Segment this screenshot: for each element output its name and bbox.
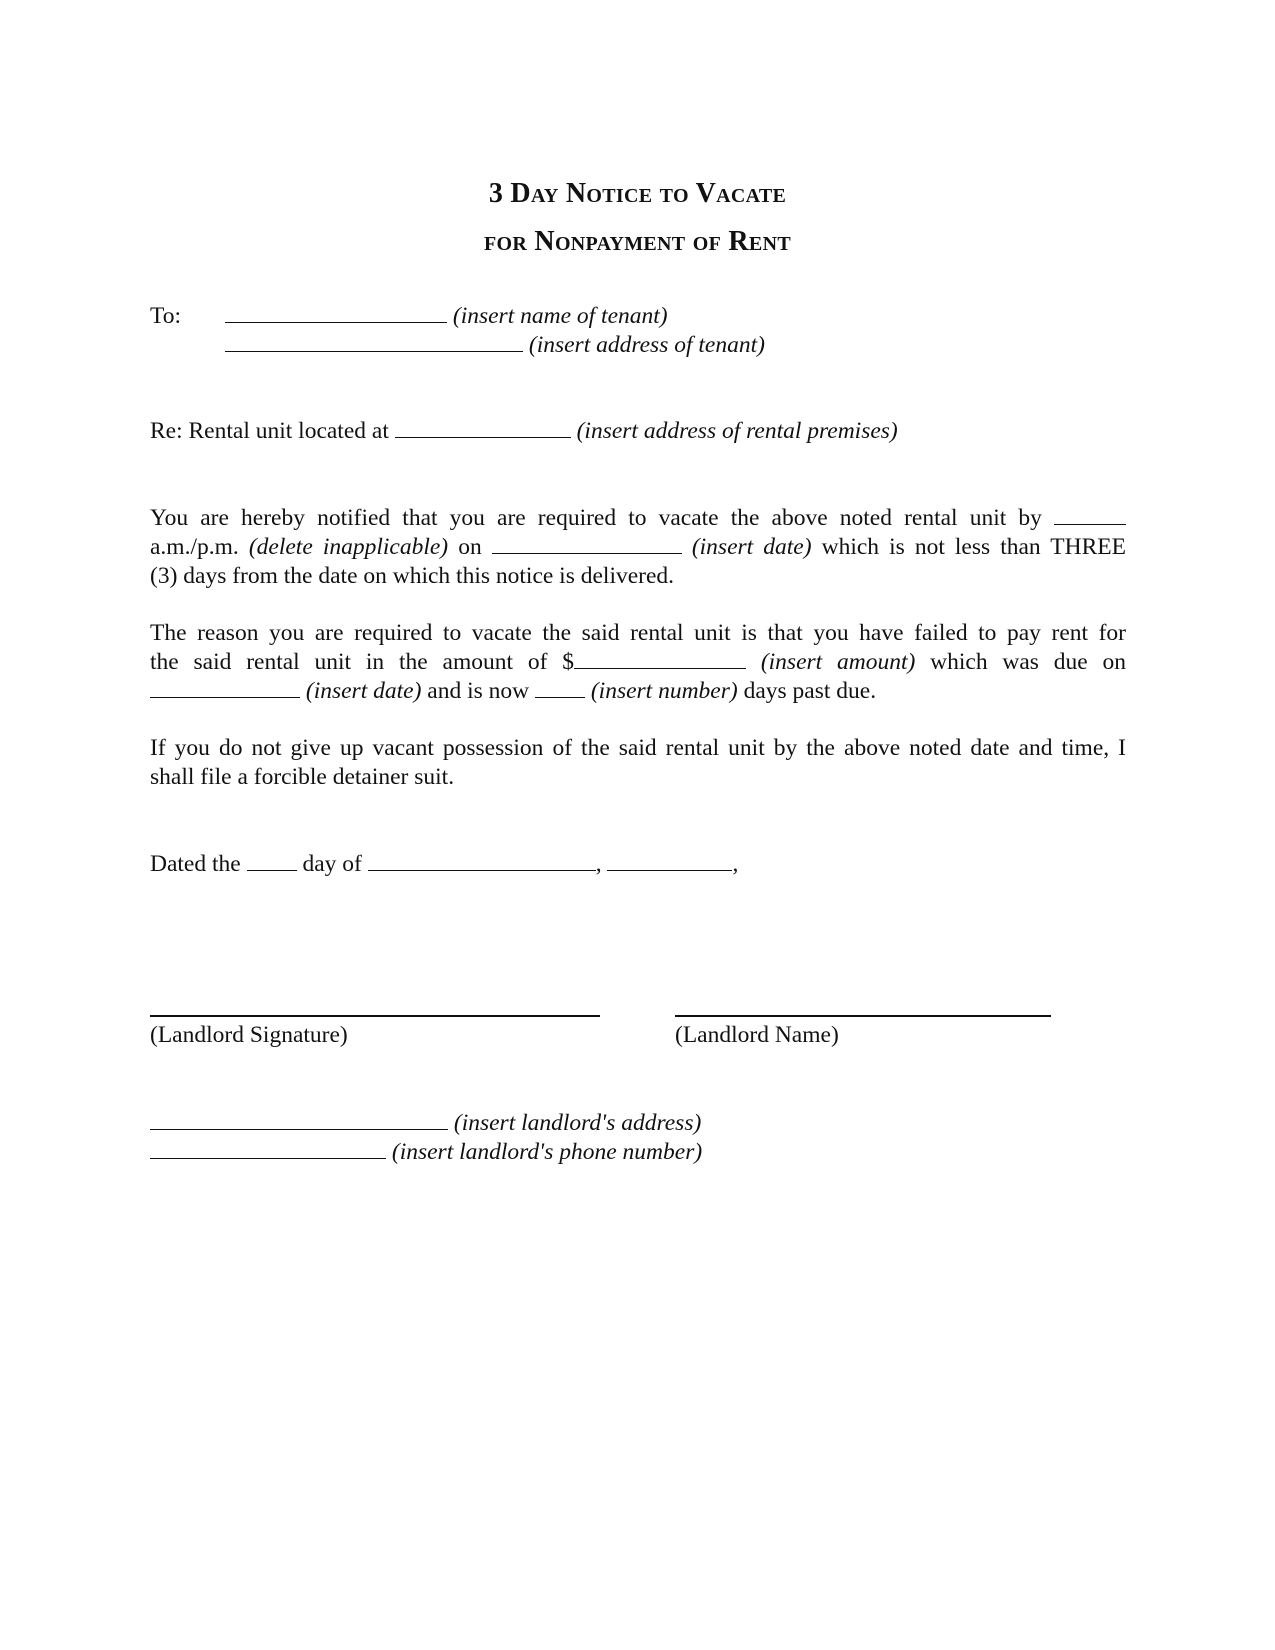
- landlord-phone-hint: (insert landlord's phone number): [391, 1139, 703, 1165]
- vacate-time-blank[interactable]: [1054, 504, 1126, 525]
- para1-line1: [150, 504, 1126, 533]
- landlord-address-row: [150, 1109, 701, 1138]
- landlord-phone-row: [150, 1138, 702, 1167]
- dated-day-blank[interactable]: [247, 850, 297, 871]
- vacate-date-blank[interactable]: [492, 533, 682, 554]
- dated-comma-1: ,: [595, 851, 602, 877]
- para1-text-d: on: [458, 534, 482, 560]
- para1-date-hint: (insert date): [691, 534, 812, 560]
- document-title: 3 Day Notice to Vacate: [488, 178, 787, 209]
- document-subtitle: for Nonpayment of Rent: [484, 226, 791, 257]
- landlord-name-line[interactable]: [675, 1015, 1051, 1017]
- landlord-address-hint: (insert landlord's address): [453, 1110, 702, 1136]
- para1-line3: [150, 562, 1126, 591]
- para1-text-a: You are hereby notified that you are required to vacate the above noted rental unit by: [150, 505, 1042, 531]
- para3-line2: [150, 763, 1126, 792]
- rental-address-hint: (insert address of rental premises): [576, 418, 898, 444]
- days-past-due-blank[interactable]: [535, 677, 585, 698]
- para2-amount-hint: (insert amount): [760, 649, 916, 675]
- para2-text-a: The reason you are required to vacate the said rental unit is that you have failed to pay rent for: [150, 620, 1126, 646]
- para1-line2: [150, 533, 1126, 562]
- landlord-address-blank[interactable]: [150, 1109, 448, 1130]
- para2-line2: [150, 648, 1126, 677]
- landlord-name-label: (Landlord Name): [675, 1022, 839, 1048]
- tenant-address-blank[interactable]: [225, 331, 523, 352]
- rent-amount-blank[interactable]: [574, 648, 746, 669]
- para2-text-f: and is now: [427, 678, 530, 704]
- para1-text-b: a.m./p.m.: [150, 534, 239, 560]
- due-date-blank[interactable]: [150, 677, 300, 698]
- landlord-signature-line[interactable]: [150, 1015, 600, 1017]
- para2-date-hint: (insert date): [305, 678, 422, 704]
- re-text: Re: Rental unit located at: [150, 418, 389, 444]
- landlord-phone-blank[interactable]: [150, 1138, 386, 1159]
- dated-text-a: Dated the: [150, 851, 241, 877]
- para1-text-g: (3) days from the date on which this notice is delivered.: [150, 563, 675, 589]
- tenant-name-hint: (insert name of tenant): [452, 303, 668, 329]
- rental-address-blank[interactable]: [395, 417, 571, 438]
- to-label: To:: [150, 303, 181, 329]
- dated-text-b: day of: [302, 851, 362, 877]
- landlord-signature-label: (Landlord Signature): [150, 1022, 348, 1048]
- para2-text-h: days past due.: [743, 678, 877, 704]
- para2-line1: [150, 619, 1126, 648]
- para2-number-hint: (insert number): [590, 678, 738, 704]
- para1-text-f: which is not less than THREE: [821, 534, 1127, 560]
- para2-text-d: which was due on: [930, 649, 1127, 675]
- re-line: [150, 417, 898, 446]
- para3-text-a: If you do not give up vacant possession of the said rental unit by the above noted date and time, I: [150, 735, 1126, 761]
- tenant-address-row: [225, 331, 765, 360]
- dated-year-blank[interactable]: [607, 850, 732, 871]
- tenant-address-hint: (insert address of tenant): [528, 332, 765, 358]
- tenant-name-row: [225, 302, 668, 331]
- para1-delete-hint: (delete inapplicable): [248, 534, 449, 560]
- para3-text-b: shall file a forcible detainer suit.: [150, 764, 455, 790]
- dated-line: [150, 850, 738, 879]
- tenant-name-blank[interactable]: [225, 302, 447, 323]
- dated-comma-2: ,: [732, 851, 739, 877]
- dated-month-blank[interactable]: [368, 850, 596, 871]
- para3-line1: [150, 734, 1126, 763]
- para2-text-b: the said rental unit in the amount of $: [150, 649, 574, 675]
- para2-line3: [150, 677, 1126, 706]
